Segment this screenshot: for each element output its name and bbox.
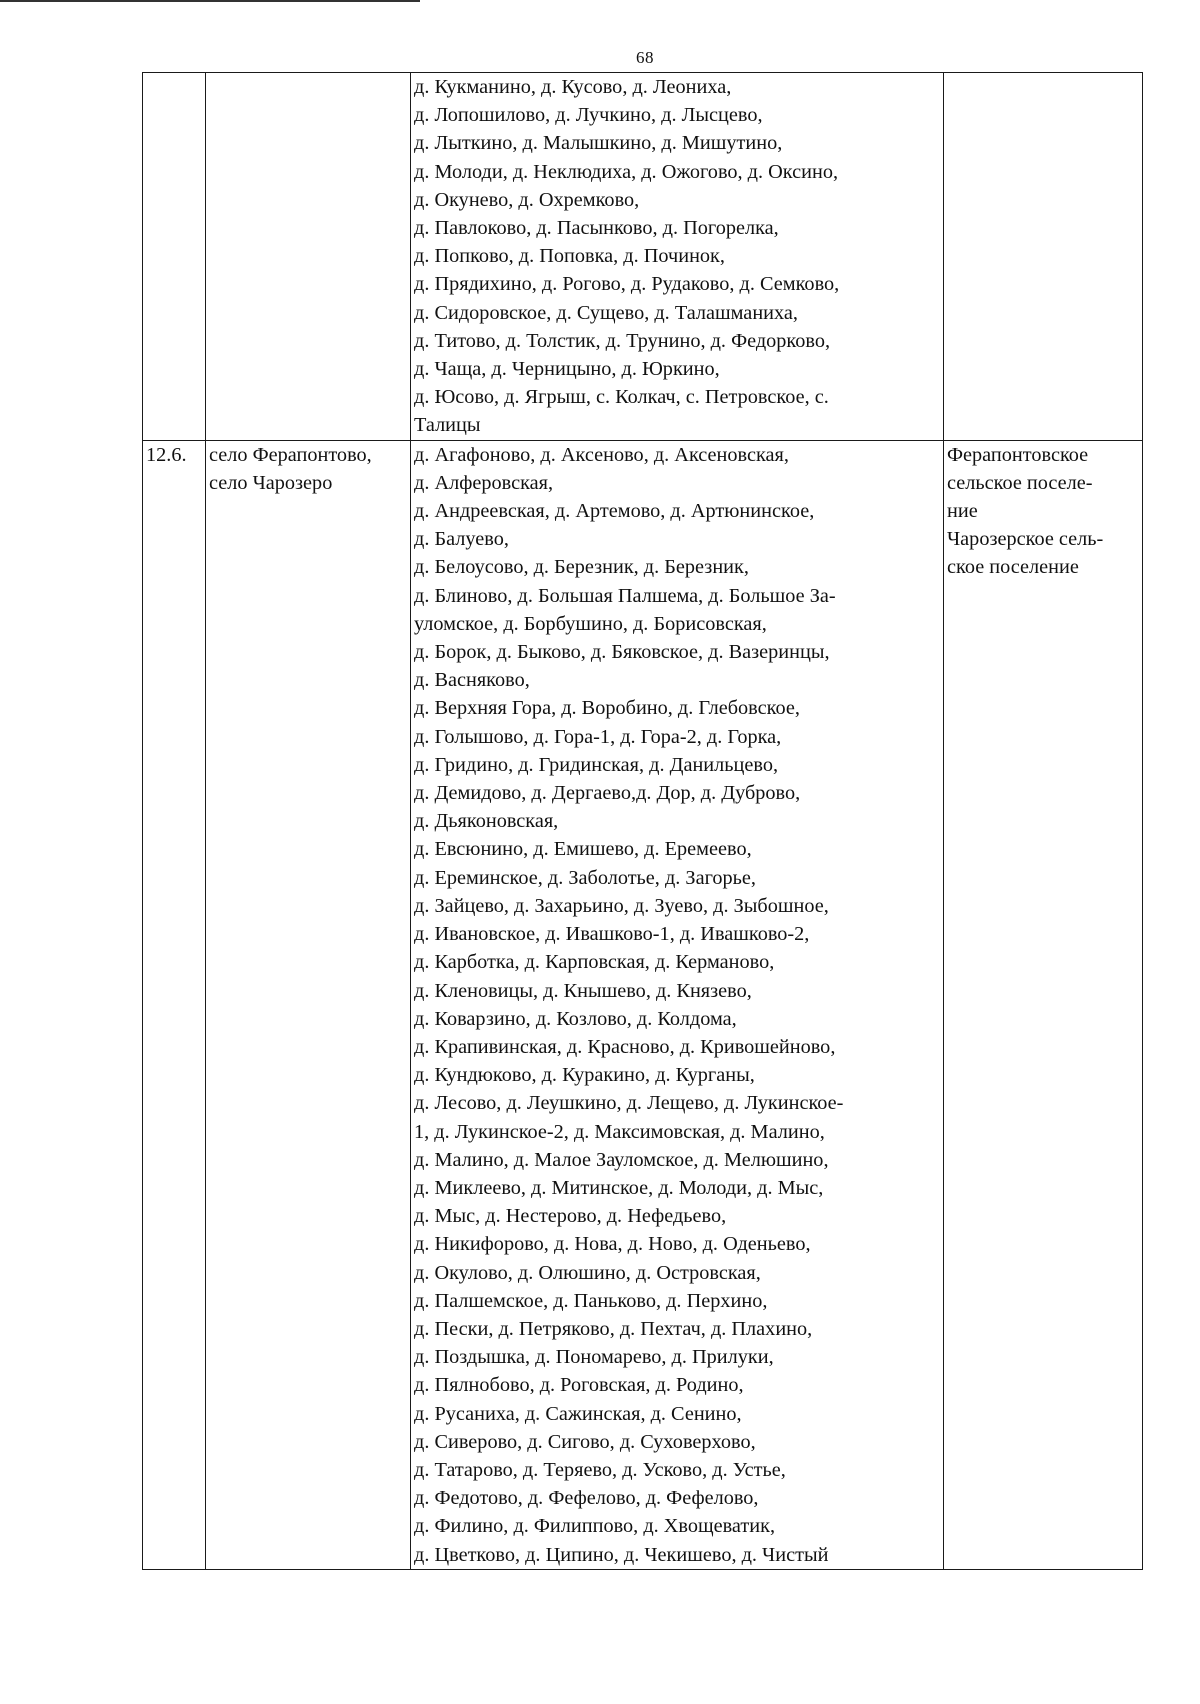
cell-localities-list xyxy=(411,440,944,1569)
locality-line: д. Голышово, д. Гора-1, д. Гора-2, д. Горка, xyxy=(414,725,782,748)
settlement-line: ние xyxy=(947,500,978,523)
locality-line: д. Васняково, xyxy=(414,669,530,692)
locality-line: д. Окулово, д. Олюшино, д. Островская, xyxy=(414,1261,761,1284)
locality-line: Талицы xyxy=(414,414,481,437)
locality-line: д. Агафоново, д. Аксеново, д. Аксеновская, xyxy=(414,443,789,466)
locality-line: д. Евсюнино, д. Емишево, д. Еремеево, xyxy=(414,838,752,861)
locality-line: д. Молоди, д. Неклюдиха, д. Ожогово, д. Оксино, xyxy=(414,160,839,183)
center-name-line: село Чарозеро xyxy=(209,471,333,494)
table-row xyxy=(143,440,1143,1569)
locality-line: д. Татарово, д. Теряево, д. Усково, д. Устье, xyxy=(414,1458,786,1481)
locality-line: д. Зайцево, д. Захарьино, д. Зуево, д. Зыбошное, xyxy=(414,894,829,917)
locality-line: д. Балуево, xyxy=(414,528,509,551)
locality-line: 1, д. Лукинское-2, д. Максимовская, д. Малино, xyxy=(414,1120,825,1143)
locality-line: д. Блиново, д. Большая Палшема, д. Большое За- xyxy=(414,584,836,607)
page-number: 68 xyxy=(636,48,654,67)
locality-line: д. Кукманино, д. Кусово, д. Леониха, xyxy=(414,76,732,98)
locality-line: д. Кленовицы, д. Кнышево, д. Князево, xyxy=(414,979,752,1002)
cell-number: 12.6. xyxy=(143,440,206,1569)
locality-line: д. Гридино, д. Гридинская, д. Данильцево, xyxy=(414,753,779,776)
scan-edge-line xyxy=(0,0,420,2)
locality-line: д. Лопошилово, д. Лучкино, д. Лысцево, xyxy=(414,104,763,127)
locality-line: д. Малино, д. Малое Зауломское, д. Мелюшино, xyxy=(414,1148,829,1171)
locality-line: д. Федотово, д. Фефелово, д. Фефелово, xyxy=(414,1487,759,1510)
locality-line: д. Пялнобово, д. Роговская, д. Родино, xyxy=(414,1374,744,1397)
settlement-line: ское поселение xyxy=(947,556,1079,579)
locality-line: д. Дьяконовская, xyxy=(414,810,559,833)
cell-center-name xyxy=(206,440,411,1569)
center-name-line: село Ферапонтово, xyxy=(209,443,372,466)
settlement-line: Чарозерское сель- xyxy=(947,528,1104,551)
cell-localities-list xyxy=(411,73,944,441)
locality-line: д. Титово, д. Толстик, д. Трунино, д. Федорково, xyxy=(414,329,831,352)
locality-line: д. Юсово, д. Ягрыш, с. Колкач, с. Петровское, с. xyxy=(414,386,829,409)
locality-line: д. Прядихино, д. Рогово, д. Рудаково, д. Семково, xyxy=(414,273,840,296)
locality-line: д. Лесово, д. Леушкино, д. Лещево, д. Лукинское- xyxy=(414,1092,844,1115)
locality-line: д. Окунево, д. Охремково, xyxy=(414,188,640,211)
locality-line: д. Демидово, д. Дергаево,д. Дор, д. Дуброво, xyxy=(414,782,801,805)
locality-line: д. Верхняя Гора, д. Воробино, д. Глебовское, xyxy=(414,697,800,720)
locality-line: д. Миклеево, д. Митинское, д. Молоди, д. Мыс, xyxy=(414,1176,824,1199)
locality-line: д. Крапивинская, д. Красново, д. Кривошейново, xyxy=(414,1035,836,1058)
locality-line: д. Коварзино, д. Козлово, д. Колдома, xyxy=(414,1007,737,1030)
locality-line: д. Никифорово, д. Нова, д. Ново, д. Оденьево, xyxy=(414,1233,811,1256)
locality-line: д. Сидоровское, д. Сущево, д. Талашманиха, xyxy=(414,301,798,324)
settlement-line: Ферапонтовское xyxy=(947,443,1089,466)
locality-line: д. Борок, д. Быково, д. Бяковское, д. Вазеринцы, xyxy=(414,641,830,664)
cell-number xyxy=(143,73,206,441)
locality-line: д. Ивановское, д. Ивашково-1, д. Ивашково-2, xyxy=(414,923,810,946)
locality-line: д. Андреевская, д. Артемово, д. Артюнинское, xyxy=(414,500,815,523)
locality-line: д. Поздышка, д. Пономарево, д. Прилуки, xyxy=(414,1346,774,1369)
locality-line: д. Чаща, д. Черницыно, д. Юркино, xyxy=(414,358,720,381)
locality-line: д. Ереминское, д. Заболотье, д. Загорье, xyxy=(414,866,756,889)
locality-line: д. Мыс, д. Нестерово, д. Нефедьево, xyxy=(414,1205,727,1228)
cell-center-name xyxy=(206,73,411,441)
locality-line: д. Карботка, д. Карповская, д. Керманово, xyxy=(414,951,775,974)
locality-line: уломское, д. Борбушино, д. Борисовская, xyxy=(414,612,767,635)
locality-line: д. Палшемское, д. Паньково, д. Перхино, xyxy=(414,1289,768,1312)
cell-settlement xyxy=(944,440,1143,1569)
settlement-line: сельское поселе- xyxy=(947,471,1093,494)
locality-line: д. Цветково, д. Ципино, д. Чекишево, д. Чистый xyxy=(414,1543,829,1566)
locality-line: д. Павлоково, д. Пасынково, д. Погорелка, xyxy=(414,217,779,240)
locality-line: д. Русаниха, д. Сажинская, д. Сенино, xyxy=(414,1402,742,1425)
locality-line: д. Белоусово, д. Березник, д. Березник, xyxy=(414,556,749,579)
settlements-table xyxy=(142,72,1143,1570)
locality-line: д. Алферовская, xyxy=(414,471,554,494)
cell-settlement xyxy=(944,73,1143,441)
table-row xyxy=(143,73,1143,441)
locality-line: д. Филино, д. Филиппово, д. Хвощеватик, xyxy=(414,1515,776,1538)
locality-line: д. Попково, д. Поповка, д. Починок, xyxy=(414,245,725,268)
locality-line: д. Лыткино, д. Малышкино, д. Мишутино, xyxy=(414,132,783,155)
locality-line: д. Сиверово, д. Сигово, д. Суховерхово, xyxy=(414,1430,756,1453)
locality-line: д. Кундюково, д. Куракино, д. Курганы, xyxy=(414,1064,755,1087)
locality-line: д. Пески, д. Петряково, д. Пехтач, д. Плахино, xyxy=(414,1317,813,1340)
